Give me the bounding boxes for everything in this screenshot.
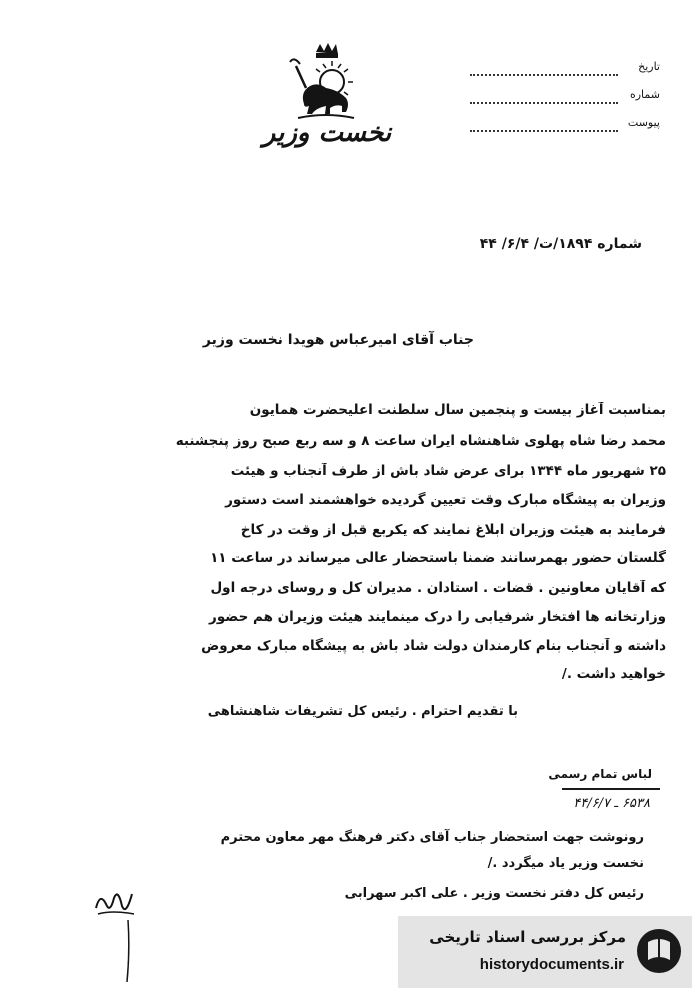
date-field xyxy=(470,60,660,80)
date-dotted-line xyxy=(470,74,618,76)
number-label: شماره xyxy=(629,88,660,101)
copy-note-line: رونوشت جهت استحضار جناب آقای دکتر فرهنگ مهر معاون محترم xyxy=(220,830,644,845)
lion-and-sun-emblem-icon xyxy=(286,42,366,124)
margin-ink-stroke xyxy=(124,920,132,982)
body-line: بمناسبت آغاز بیست و پنجمین سال سلطنت اعلیحضرت همایون xyxy=(249,402,666,418)
body-line: محمد رضا شاه پهلوی شاهنشاه ایران ساعت ۸ و سه ربع صبح روز پنجشنبه xyxy=(175,433,666,449)
signatory-line: رئیس کل دفتر نخست وزیر . علی اکبر سهرابی xyxy=(344,886,644,901)
body-line: داشته و آنجناب بنام کارمندان دولت شاد باش به پیشگاه مبارک معروض xyxy=(201,638,666,654)
body-line: وزارتخانه ها افتخار شرفیابی را درک مینمایند هیئت وزیران هم حضور xyxy=(209,609,666,625)
attachment-dotted-line xyxy=(470,130,618,132)
date-label: تاریخ xyxy=(638,60,660,73)
handwritten-signature xyxy=(92,884,138,920)
body-line: وزیران به پیشگاه مبارک وقت تعیین گردیده خواهشمند است دستور xyxy=(225,492,666,508)
reference-number: شماره ۱۸۹۴/ت/ ۶/۴/ ۴۴ xyxy=(479,236,642,252)
archive-website: historydocuments.ir xyxy=(479,956,624,973)
dress-code: لباس تمام رسمی xyxy=(548,767,652,781)
number-dotted-line xyxy=(470,102,618,104)
separator-rule xyxy=(562,788,660,790)
closing-line: با تقدیم احترام . رئیس کل تشریفات شاهنشاهی xyxy=(207,704,518,719)
body-line: گلستان حضور بهمرسانند ضمنا باستحضار عالی میرساند در ساعت ۱۱ xyxy=(210,550,666,566)
body-line: ۲۵ شهریور ماه ۱۳۴۴ برای عرض شاد باش از طرف آنجناب و هیئت xyxy=(230,463,666,479)
archive-watermark xyxy=(398,916,692,988)
archive-org-name: مرکز بررسی اسناد تاریخی xyxy=(429,928,626,946)
archive-logo-icon xyxy=(634,926,684,976)
number-field xyxy=(470,88,660,108)
copy-note-line: نخست وزیر یاد میگردد ./ xyxy=(487,856,644,871)
addressee: جناب آقای امیرعباس هویدا نخست وزیر xyxy=(202,332,474,348)
attachment-label: پیوست xyxy=(627,116,660,129)
body-line: فرمایند به هیئت وزیران ابلاغ نمایند که یکربع قبل از وقت در کاخ xyxy=(240,522,666,538)
body-line: خواهید داشت ./ xyxy=(561,666,666,682)
attachment-field xyxy=(470,116,660,136)
office-title: نخست وزیر xyxy=(262,118,392,148)
body-line: که آقایان معاونین . قضات . استادان . مدیران کل و روسای درجه اول xyxy=(210,580,666,596)
registry-note: ۶۵۳۸ ـ ۴۴/۶/۷ xyxy=(573,796,650,811)
